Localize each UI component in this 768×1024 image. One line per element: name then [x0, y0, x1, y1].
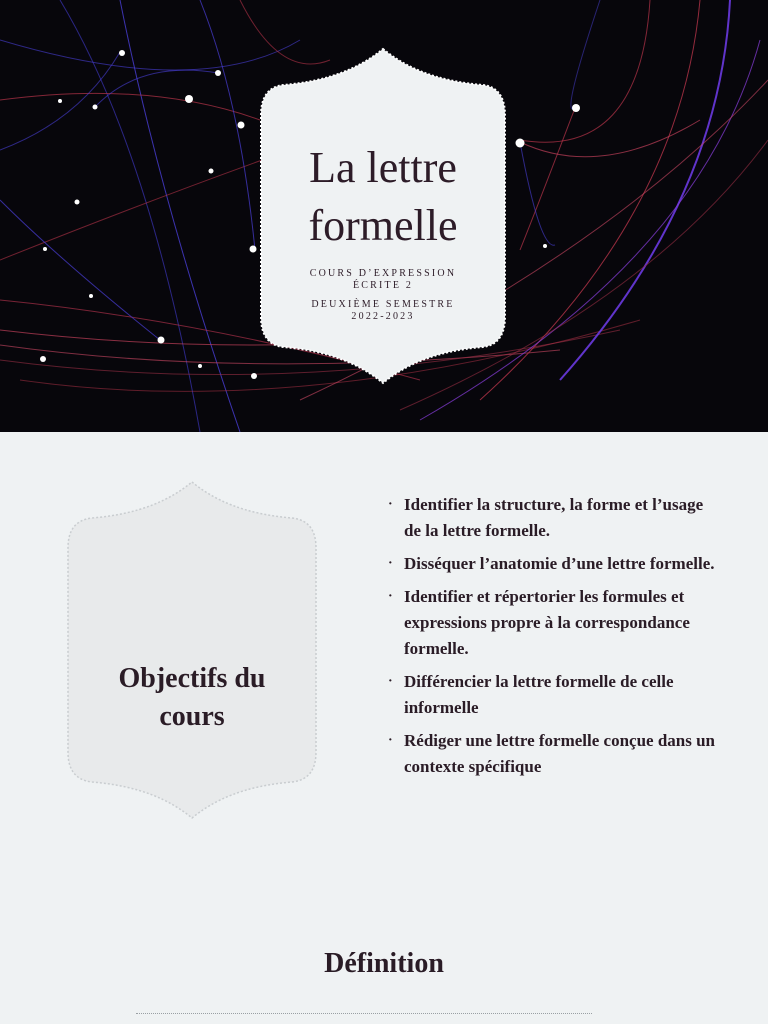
- course-name: [275, 268, 491, 292]
- list-item: [388, 669, 718, 721]
- objective-text: Identifier et répertorier les formules et expressions propre à la correspondance formelle.: [404, 587, 690, 658]
- objectives-slide: [0, 432, 768, 1024]
- title-line-1: La lettre: [309, 143, 457, 192]
- objectives-title: [64, 660, 320, 736]
- course-line-2: ÉCRITE 2: [352, 280, 414, 291]
- definition-title: Définition: [324, 948, 444, 979]
- list-item: [388, 584, 718, 662]
- divider: [136, 1013, 592, 1014]
- bullet-icon: ·: [388, 589, 393, 604]
- bullet-icon: ·: [388, 674, 393, 689]
- course-line-1: COURS D’EXPRESSION: [309, 268, 457, 279]
- objectives-shield: [64, 480, 320, 820]
- semester-line-1: DEUXIÈME SEMESTRE: [311, 299, 455, 310]
- title-badge: [255, 45, 511, 387]
- objectives-list: [388, 492, 718, 787]
- presentation-title: [255, 139, 511, 255]
- list-item: [388, 492, 718, 544]
- bullet-icon: ·: [388, 556, 393, 571]
- bullet-icon: ·: [388, 497, 393, 512]
- semester-line-2: 2022-2023: [351, 311, 415, 322]
- objective-text: Identifier la structure, la forme et l’usage de la lettre formelle.: [404, 495, 704, 540]
- objectives-title-line-1: Objectifs du: [118, 663, 266, 694]
- semester-info: [275, 299, 491, 323]
- objective-text: Disséquer l’anatomie d’une lettre formelle.: [404, 554, 715, 573]
- objective-text: Différencier la lettre formelle de celle informelle: [404, 672, 674, 717]
- shield-shape: [64, 480, 320, 820]
- list-item: [388, 551, 718, 577]
- title-line-2: formelle: [308, 201, 458, 250]
- title-slide: [0, 0, 768, 432]
- list-item: [388, 728, 718, 780]
- objective-text: Rédiger une lettre formelle conçue dans un contexte spécifique: [404, 731, 715, 776]
- bullet-icon: ·: [388, 733, 393, 748]
- objectives-title-line-2: cours: [159, 701, 225, 732]
